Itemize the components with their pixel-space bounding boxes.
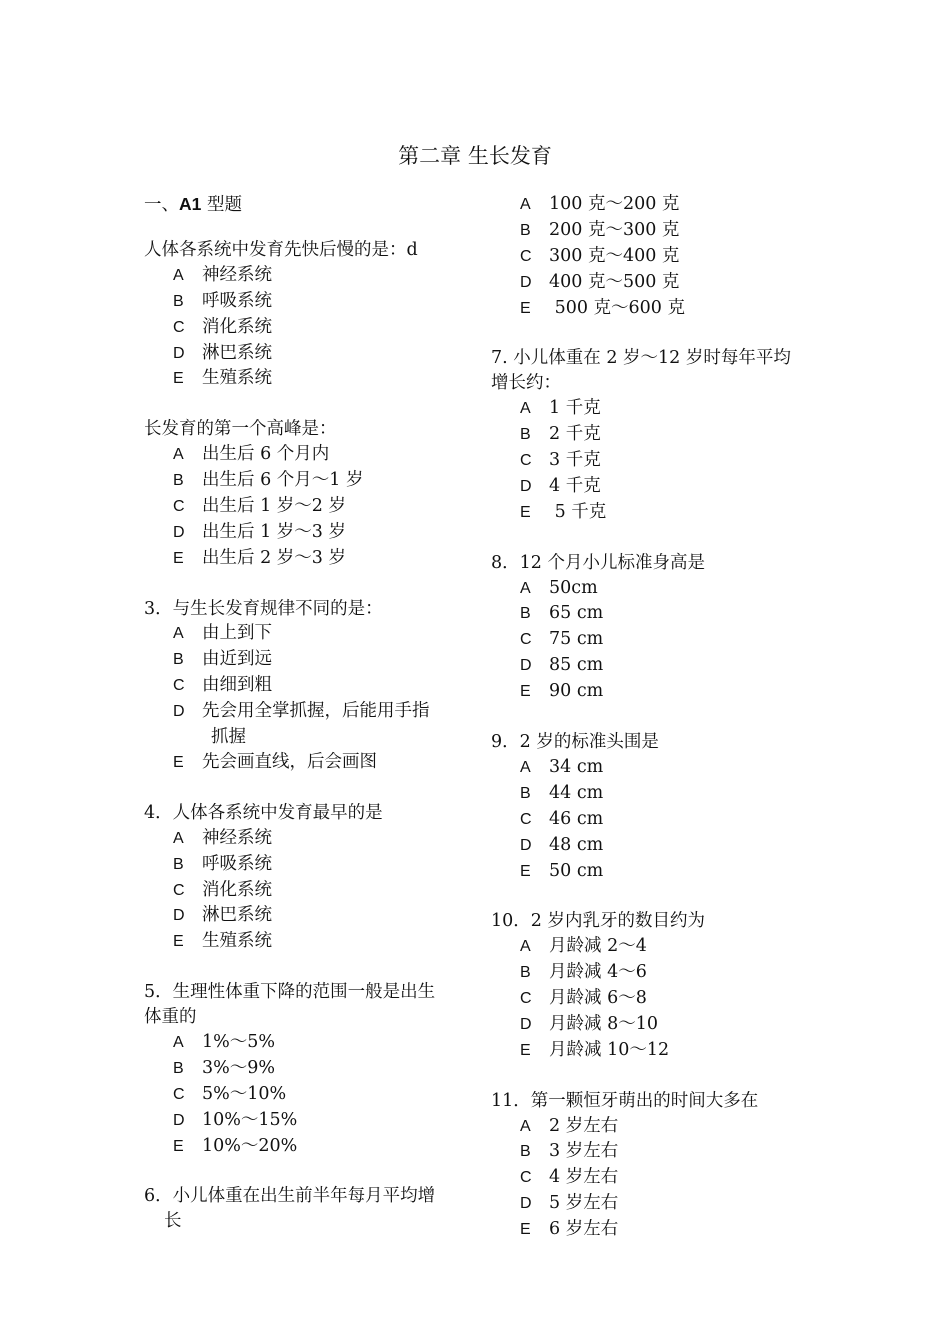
option-d bbox=[144, 341, 474, 367]
section-type-code: A1 bbox=[179, 194, 202, 214]
option-c bbox=[491, 627, 821, 653]
option-c bbox=[144, 878, 474, 904]
option-text: 5 千克 bbox=[549, 501, 607, 522]
option-a bbox=[491, 192, 821, 218]
option-letter: A bbox=[520, 579, 531, 597]
option-letter: E bbox=[520, 299, 531, 317]
option-text: 2 千克 bbox=[549, 424, 601, 445]
option-b bbox=[144, 468, 474, 494]
option-letter: E bbox=[520, 683, 531, 701]
option-text: 月龄减 6～8 bbox=[549, 988, 647, 1009]
option-text: 50 cm bbox=[549, 860, 604, 881]
option-text: 3%～9% bbox=[202, 1057, 276, 1078]
right-column bbox=[491, 192, 821, 1268]
question-stem-text: 长发育的第一个高峰是： bbox=[144, 419, 337, 440]
option-text: 神经系统 bbox=[202, 264, 272, 285]
option-text: 300 克～400 克 bbox=[549, 245, 680, 266]
question bbox=[144, 597, 474, 776]
option-text: 1%～5% bbox=[202, 1031, 276, 1052]
option-letter: B bbox=[520, 1143, 531, 1161]
option-c bbox=[144, 494, 474, 520]
option-d bbox=[491, 270, 821, 296]
option-letter: A bbox=[520, 938, 531, 956]
question bbox=[491, 1089, 821, 1243]
option-letter: D bbox=[173, 344, 185, 362]
option-letter: B bbox=[520, 605, 531, 623]
question bbox=[491, 346, 821, 525]
option-letter: E bbox=[173, 933, 184, 951]
option-letter: E bbox=[520, 1041, 531, 1059]
option-e bbox=[491, 296, 821, 322]
option-text: 神经系统 bbox=[202, 827, 272, 848]
option-text: 由上到下 bbox=[202, 623, 272, 644]
option-text: 44 cm bbox=[549, 782, 604, 803]
option-d bbox=[144, 520, 474, 546]
page-title: 第二章 生长发育 bbox=[398, 144, 552, 168]
question-stem-text: 8．12 个月小儿标准身高是 bbox=[491, 552, 705, 573]
left-question-list bbox=[144, 238, 474, 1234]
option-b bbox=[491, 422, 821, 448]
question-stem-continuation: 长 bbox=[164, 1211, 182, 1232]
option-letter: D bbox=[520, 836, 532, 854]
option-text: 400 克～500 克 bbox=[549, 271, 680, 292]
option-letter: D bbox=[173, 1111, 185, 1129]
option-letter: A bbox=[173, 1033, 184, 1051]
question-stem-text: 6．小儿体重在出生前半年每月平均增 bbox=[144, 1186, 436, 1207]
option-a bbox=[491, 934, 821, 960]
option-b bbox=[491, 960, 821, 986]
option-letter: A bbox=[520, 400, 531, 418]
question-stem bbox=[144, 597, 474, 622]
option-text: 出生后 1 岁～2 岁 bbox=[202, 495, 346, 516]
question-stem-text: 3．与生长发育规律不同的是： bbox=[144, 598, 383, 619]
option-text: 5 岁左右 bbox=[549, 1193, 619, 1214]
option-text: 呼吸系统 bbox=[202, 853, 272, 874]
question-stem bbox=[491, 730, 821, 755]
question-stem bbox=[144, 238, 474, 263]
option-text: 消化系统 bbox=[202, 879, 272, 900]
option-b bbox=[491, 781, 821, 807]
option-e bbox=[144, 1134, 474, 1160]
option-letter: D bbox=[173, 703, 185, 721]
option-text: 10%～15% bbox=[202, 1109, 298, 1130]
option-text: 生殖系统 bbox=[202, 368, 272, 389]
option-letter: B bbox=[173, 1059, 184, 1077]
option-e bbox=[491, 679, 821, 705]
question-stem-text: 7. 小儿体重在 2 岁～12 岁时每年平均 bbox=[491, 348, 791, 369]
question bbox=[491, 909, 821, 1063]
option-a bbox=[144, 826, 474, 852]
option-d bbox=[491, 474, 821, 500]
question-stem-text: 10．2 岁内乳牙的数目约为 bbox=[491, 911, 705, 932]
question-stem bbox=[144, 417, 474, 442]
option-letter: C bbox=[520, 452, 532, 470]
question bbox=[491, 730, 821, 884]
option-text: 先会用全掌抓握，后能用手指 bbox=[202, 701, 430, 722]
option-text: 淋巴系统 bbox=[202, 342, 272, 363]
option-b bbox=[491, 218, 821, 244]
question-stem-text: 9．2 岁的标准头围是 bbox=[491, 731, 659, 752]
option-letter: C bbox=[520, 810, 532, 828]
option-b bbox=[491, 1139, 821, 1165]
option-a bbox=[144, 1030, 474, 1056]
question bbox=[491, 551, 821, 705]
option-letter: B bbox=[520, 221, 531, 239]
option-a bbox=[491, 576, 821, 602]
option-letter: B bbox=[520, 784, 531, 802]
option-letter: C bbox=[520, 631, 532, 649]
option-letter: B bbox=[520, 964, 531, 982]
option-a bbox=[144, 263, 474, 289]
option-c bbox=[491, 1165, 821, 1191]
option-letter: B bbox=[173, 651, 184, 669]
option-letter: D bbox=[520, 1015, 532, 1033]
option-letter: A bbox=[520, 758, 531, 776]
question-stem bbox=[144, 1184, 474, 1234]
option-letter: B bbox=[520, 426, 531, 444]
option-text: 3 岁左右 bbox=[549, 1141, 619, 1162]
option-letter: E bbox=[173, 754, 184, 771]
option-letter: C bbox=[520, 247, 532, 265]
question bbox=[491, 192, 821, 322]
section-heading bbox=[144, 192, 474, 218]
option-letter: A bbox=[173, 446, 184, 464]
option-letter: A bbox=[520, 1117, 531, 1135]
question-stem bbox=[144, 980, 474, 1030]
option-letter: E bbox=[520, 1221, 531, 1239]
option-text: 生殖系统 bbox=[202, 931, 272, 952]
option-text: 消化系统 bbox=[202, 316, 272, 337]
option-text: 淋巴系统 bbox=[202, 905, 272, 926]
option-a bbox=[144, 621, 474, 647]
question bbox=[144, 980, 474, 1159]
option-a bbox=[144, 442, 474, 468]
option-letter: E bbox=[520, 503, 531, 521]
option-c bbox=[491, 244, 821, 270]
option-c bbox=[491, 986, 821, 1012]
option-a bbox=[491, 755, 821, 781]
option-letter: D bbox=[520, 477, 532, 495]
option-text: 2 岁左右 bbox=[549, 1115, 619, 1136]
option-text: 10%～20% bbox=[202, 1135, 298, 1156]
option-b bbox=[144, 289, 474, 315]
option-d bbox=[144, 1108, 474, 1134]
option-text: 出生后 6 个月～1 岁 bbox=[202, 470, 364, 491]
option-text: 75 cm bbox=[549, 629, 604, 650]
option-text: 由细到粗 bbox=[202, 675, 272, 696]
option-text: 46 cm bbox=[549, 808, 604, 829]
option-text: 6 岁左右 bbox=[549, 1219, 619, 1240]
option-e bbox=[144, 750, 474, 776]
option-text: 4 千克 bbox=[549, 475, 601, 496]
option-c bbox=[491, 807, 821, 833]
option-letter: A bbox=[173, 625, 184, 643]
option-letter: C bbox=[173, 318, 185, 336]
section-suffix: 型题 bbox=[201, 195, 242, 215]
option-text: 50cm bbox=[549, 577, 598, 598]
option-letter: C bbox=[173, 677, 185, 695]
section-prefix: 一、 bbox=[144, 195, 179, 215]
question-stem bbox=[144, 801, 474, 826]
option-letter: C bbox=[520, 1169, 532, 1187]
option-text: 月龄减 2～4 bbox=[549, 936, 647, 957]
question-stem-text: 4．人体各系统中发育最早的是 bbox=[144, 802, 383, 823]
option-d bbox=[491, 653, 821, 679]
option-a bbox=[491, 396, 821, 422]
option-a bbox=[491, 1114, 821, 1140]
option-text-continuation: 抓握 bbox=[211, 727, 246, 748]
option-d bbox=[491, 833, 821, 859]
option-text: 90 cm bbox=[549, 681, 604, 702]
option-text: 500 克～600 克 bbox=[549, 297, 685, 318]
option-text: 48 cm bbox=[549, 834, 604, 855]
option-text: 出生后 6 个月内 bbox=[202, 444, 330, 465]
option-text: 4 岁左右 bbox=[549, 1167, 619, 1188]
option-letter: C bbox=[520, 990, 532, 1008]
question-stem-continuation: 增长约： bbox=[491, 373, 561, 394]
option-letter: C bbox=[173, 497, 185, 515]
option-letter: A bbox=[173, 829, 184, 847]
option-text: 200 克～300 克 bbox=[549, 219, 680, 240]
option-e bbox=[491, 500, 821, 526]
option-text: 3 千克 bbox=[549, 450, 601, 471]
option-letter: D bbox=[520, 1195, 532, 1213]
option-letter: B bbox=[173, 472, 184, 490]
option-b bbox=[491, 601, 821, 627]
option-c bbox=[144, 673, 474, 699]
option-letter: C bbox=[173, 881, 185, 899]
question-stem-text: 11．第一颗恒牙萌出的时间大多在 bbox=[491, 1090, 759, 1111]
question bbox=[144, 238, 474, 392]
option-d bbox=[144, 903, 474, 929]
question-stem bbox=[491, 346, 821, 396]
option-e bbox=[144, 546, 474, 572]
option-letter: D bbox=[173, 907, 185, 925]
option-e bbox=[144, 929, 474, 955]
option-letter: A bbox=[520, 196, 531, 213]
option-d bbox=[491, 1191, 821, 1217]
option-letter: E bbox=[520, 862, 531, 880]
question bbox=[144, 801, 474, 955]
option-e bbox=[491, 1217, 821, 1243]
option-c bbox=[491, 448, 821, 474]
option-text: 先会画直线，后会画图 bbox=[202, 752, 377, 772]
option-letter: A bbox=[173, 266, 184, 284]
question-stem-text: 人体各系统中发育先快后慢的是：d bbox=[144, 239, 418, 260]
option-text: 呼吸系统 bbox=[202, 290, 272, 311]
question-stem bbox=[491, 551, 821, 576]
option-text: 出生后 2 岁～3 岁 bbox=[202, 547, 346, 568]
option-b bbox=[144, 1056, 474, 1082]
option-letter: E bbox=[173, 370, 184, 388]
option-letter: E bbox=[173, 1137, 184, 1155]
option-d bbox=[491, 1012, 821, 1038]
question-stem-continuation: 体重的 bbox=[144, 1007, 197, 1028]
option-text: 5%～10% bbox=[202, 1083, 287, 1104]
option-text: 月龄减 4～6 bbox=[549, 962, 647, 983]
option-letter: C bbox=[173, 1085, 185, 1103]
question-stem-text: 5．生理性体重下降的范围一般是出生 bbox=[144, 982, 436, 1003]
option-text: 由近到远 bbox=[202, 649, 272, 670]
option-letter: B bbox=[173, 855, 184, 873]
option-text: 100 克～200 克 bbox=[549, 194, 680, 214]
left-column bbox=[144, 192, 474, 1259]
option-letter: D bbox=[520, 273, 532, 291]
option-d bbox=[144, 699, 474, 750]
option-e bbox=[144, 366, 474, 392]
right-question-list bbox=[491, 192, 821, 1243]
option-letter: B bbox=[173, 292, 184, 310]
option-letter: D bbox=[173, 523, 185, 541]
option-c bbox=[144, 315, 474, 341]
option-text: 月龄减 8～10 bbox=[549, 1013, 658, 1034]
question bbox=[144, 417, 474, 571]
option-text: 1 千克 bbox=[549, 398, 601, 419]
option-text: 月龄减 10～12 bbox=[549, 1039, 670, 1060]
option-b bbox=[144, 647, 474, 673]
option-e bbox=[491, 859, 821, 885]
option-e bbox=[491, 1038, 821, 1064]
option-text: 出生后 1 岁～3 岁 bbox=[202, 521, 346, 542]
question bbox=[144, 1184, 474, 1234]
option-letter: D bbox=[520, 657, 532, 675]
option-c bbox=[144, 1082, 474, 1108]
question-stem bbox=[491, 1089, 821, 1114]
option-text: 34 cm bbox=[549, 756, 604, 777]
option-text: 85 cm bbox=[549, 655, 604, 676]
option-letter: E bbox=[173, 549, 184, 567]
option-text: 65 cm bbox=[549, 603, 604, 624]
option-b bbox=[144, 852, 474, 878]
question-stem bbox=[491, 909, 821, 934]
